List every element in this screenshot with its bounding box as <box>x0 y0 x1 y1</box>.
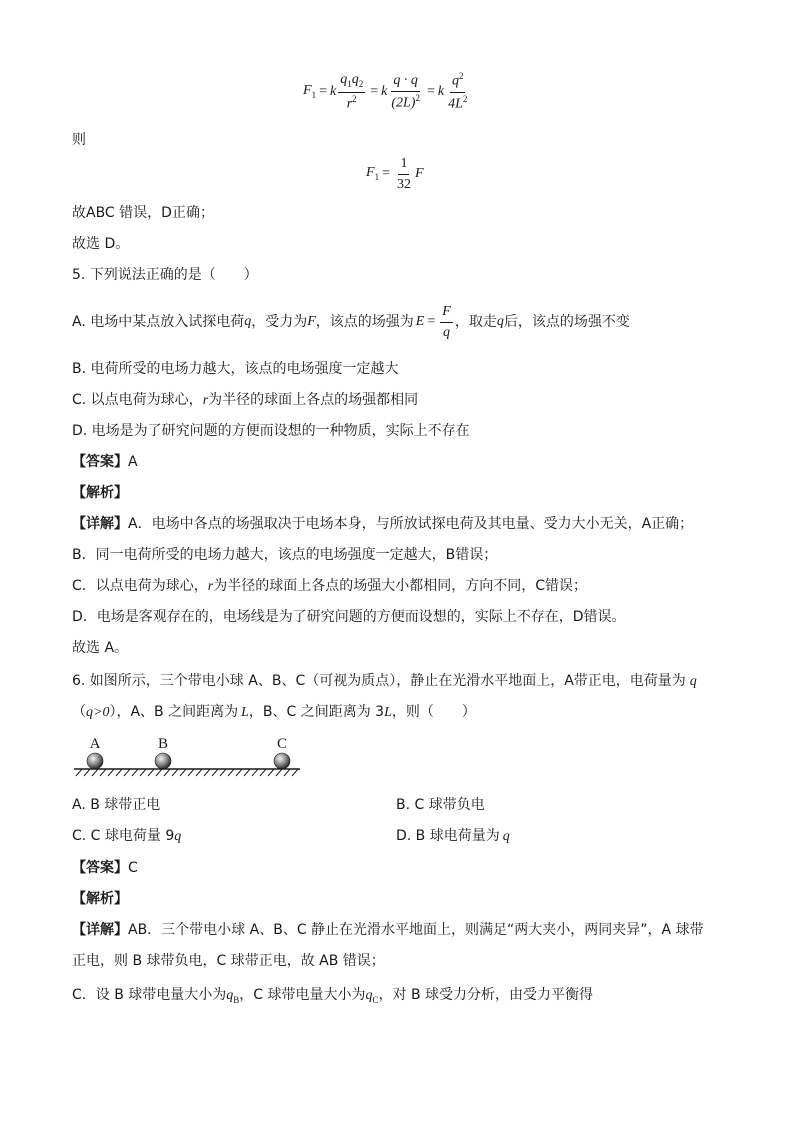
q6-option-c: C. C 球电荷量 9q <box>72 828 182 844</box>
detail-tag: 【详解】 <box>72 922 128 938</box>
q6-answer: 【答案】C <box>72 860 138 876</box>
equals-sign: = <box>382 166 390 181</box>
q5-option-a: A. 电场中某点放入试探电荷 q ，受力为 F ，该点的场强为 E = $\frac{F}{q}$ ，取走 q 后，该点的场强不变 <box>72 304 630 340</box>
equals-sign: = <box>426 84 435 99</box>
q5-analysis-tag: 【解析】 <box>72 485 128 501</box>
coulomb-constant: k <box>381 84 388 99</box>
q5-choice: 故选 A。 <box>72 640 129 656</box>
ball-b <box>155 753 171 769</box>
detail-tag: 【详解】 <box>72 516 128 532</box>
answer-tag: 【答案】 <box>72 860 128 876</box>
formula-lhs: $F_1$ <box>366 165 380 182</box>
q6-detail-ab-line1: 【详解】AB．三个带电小球 A、B、C 静止在光滑水平地面上，则满足“两大夹小，两同夹异”，A 球带 <box>72 922 704 938</box>
ball-c <box>274 753 290 769</box>
then-label: 则 <box>72 132 86 148</box>
q5-option-b: B. 电荷所受的电场力越大，该点的电场强度一定越大 <box>72 361 399 377</box>
q5-option-c: C. 以点电荷为球心，r为半径的球面上各点的场强都相同 <box>72 392 419 408</box>
q6-detail-c: C．设 B 球带电量大小为$q_B$，C 球带电量大小为$q_C$，对 B 球受力分析，由受力平衡得 <box>72 987 594 1005</box>
formula-rhs: F <box>414 166 424 181</box>
formula-coulomb-expansion <box>303 70 471 114</box>
q5-detail-c: C．以点电荷为球心，r为半径的球面上各点的场强大小都相同，方向不同，C错误； <box>72 578 588 594</box>
q6-detail-ab-line2: 正电，则 B 球带负电，C 球带正电，故 AB 错误； <box>72 953 385 969</box>
q5-option-d: D. 电场是为了研究问题的方便而设想的一种物质，实际上不存在 <box>72 423 470 439</box>
formula-result <box>366 152 424 196</box>
q6-option-a: A. B 球带正电 <box>72 797 161 813</box>
equals-sign: = <box>370 84 379 99</box>
fraction-q1q2-over-r2: $\frac{q_1q_2}{r^2}$ <box>340 72 364 112</box>
fraction-1-over-32: $\frac{1}{32}$ <box>396 156 411 192</box>
ball-label-b: B <box>157 736 169 752</box>
ball-label-c: C <box>276 736 288 752</box>
q5-stem: 5. 下列说法正确的是（ ） <box>72 267 258 283</box>
q6-stem-line1: 6. 如图所示，三个带电小球 A、B、C（可视为质点），静止在光滑水平地面上，A带正电，电荷量为 q <box>72 673 697 689</box>
answer-tag: 【答案】 <box>72 454 128 470</box>
coulomb-constant: k <box>437 84 445 99</box>
q5-detail-a: 【详解】A．电场中各点的场强取决于电场本身，与所放试探电荷及其电量、受力大小无关，A正确； <box>72 516 694 532</box>
q6-analysis-tag: 【解析】 <box>72 891 128 907</box>
q6-option-b: B. C 球带负电 <box>396 797 485 813</box>
q6-option-d: D. B 球电荷量为 q <box>396 828 510 844</box>
ball-label-a: A <box>89 736 101 752</box>
q5-answer: 【答案】A <box>72 454 138 470</box>
coulomb-constant: k <box>329 84 337 99</box>
fraction-qq-over-2L2: $\frac{q \cdot q}{(2L)^2}$ <box>391 73 420 111</box>
ball-a <box>87 753 103 769</box>
q6-stem-line2: （q>0），A、B 之间距离为 L，B、C 之间距离为 3L，则（ ） <box>72 704 476 720</box>
q4-choice: 故选 D。 <box>72 236 130 252</box>
equals-sign: = <box>319 84 327 99</box>
fraction-F-over-q: $\frac{F}{q}$ <box>442 304 451 340</box>
fraction-q2-over-4L2: $\frac{q^2}{4L^2}$ <box>448 71 468 112</box>
formula-lhs: $F_1$ <box>303 83 317 100</box>
q5-detail-b: B．同一电荷所受的电场力越大，该点的电场强度一定越大，B错误； <box>72 547 498 563</box>
q6-figure <box>70 728 310 784</box>
q5-detail-d: D．电场是客观存在的，电场线是为了研究问题的方便而设想的，实际上不存在，D错误。 <box>72 609 626 625</box>
ground-hatching <box>76 769 298 776</box>
q4-conclusion: 故ABC 错误，D正确； <box>72 205 214 221</box>
